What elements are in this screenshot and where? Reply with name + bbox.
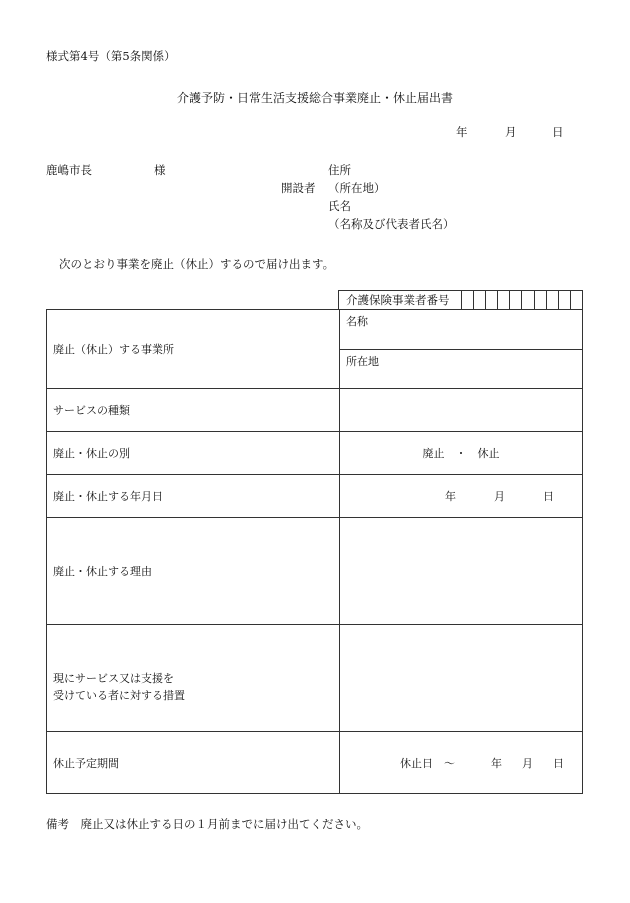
date-day-label: 日 [552,125,564,139]
reason-field[interactable] [340,518,583,625]
measures-label [47,625,340,732]
measures-label-line1: 現にサービス又は支援を [53,672,174,685]
address-label: 住所 [328,163,351,177]
provider-number-digit[interactable] [522,291,534,309]
office-cell [340,310,583,389]
provider-number-digit[interactable] [571,291,582,309]
measures-field[interactable] [340,625,583,732]
provider-number-box [338,290,583,309]
period-month: 月 [522,756,533,770]
provider-number-digit[interactable] [462,291,474,309]
provider-number-digit[interactable] [535,291,547,309]
period-start: 休止日 〜 [400,756,455,770]
service-type-field[interactable] [340,389,583,432]
provider-number-digit[interactable] [559,291,571,309]
provider-number-digit[interactable] [547,291,559,309]
service-type-row [47,389,583,432]
office-label: 廃止（休止）する事業所 [47,310,340,389]
date-month-label: 月 [505,125,517,139]
date-field[interactable] [340,475,583,518]
provider-number-digit[interactable] [486,291,498,309]
addressee: 鹿嶋市長 [46,163,92,177]
office-row [47,310,583,389]
period-field[interactable] [340,732,583,794]
date-row-year: 年 [445,490,456,503]
period-label: 休止予定期間 [47,732,340,794]
document-title: 介護予防・日常生活支援総合事業廃止・休止届出書 [176,91,453,105]
period-day: 日 [553,756,564,770]
notification-table [46,309,583,794]
kind-row [47,432,583,475]
office-address-field[interactable] [340,350,582,389]
office-name-label: 名称 [346,315,368,328]
date-row [47,475,583,518]
address-sub-label: （所在地） [328,181,386,195]
remark-text: 備考 廃止又は休止する日の１月前までに届け出てください。 [46,817,368,831]
provider-number-digit[interactable] [498,291,510,309]
name-label: 氏名 [328,199,351,213]
form-code: 様式第4号（第5条関係） [46,49,176,63]
reason-label: 廃止・休止する理由 [47,518,340,625]
establisher-label: 開設者 [281,181,316,195]
provider-number-digit[interactable] [474,291,486,309]
period-year: 年 [491,756,502,770]
measures-row [47,625,583,732]
service-type-label: サービスの種類 [47,389,340,432]
provider-number-label: 介護保険事業者番号 [339,291,462,309]
office-name-field[interactable] [340,310,582,350]
name-sub-label: （名称及び代表者氏名） [328,217,455,231]
date-label: 廃止・休止する年月日 [47,475,340,518]
kind-label: 廃止・休止の別 [47,432,340,475]
date-row-month: 月 [494,490,505,503]
office-address-label: 所在地 [346,354,379,368]
kind-options[interactable]: 廃止 ・ 休止 [340,432,583,475]
provider-number-digit[interactable] [510,291,522,309]
period-row [47,732,583,794]
honorific: 様 [154,163,166,177]
notice-text: 次のとおり事業を廃止（休止）するので届け出ます。 [59,257,335,271]
date-row-day: 日 [543,490,554,503]
date-year-label: 年 [456,125,468,139]
reason-row [47,518,583,625]
measures-label-line2: 受けている者に対する措置 [53,689,185,702]
